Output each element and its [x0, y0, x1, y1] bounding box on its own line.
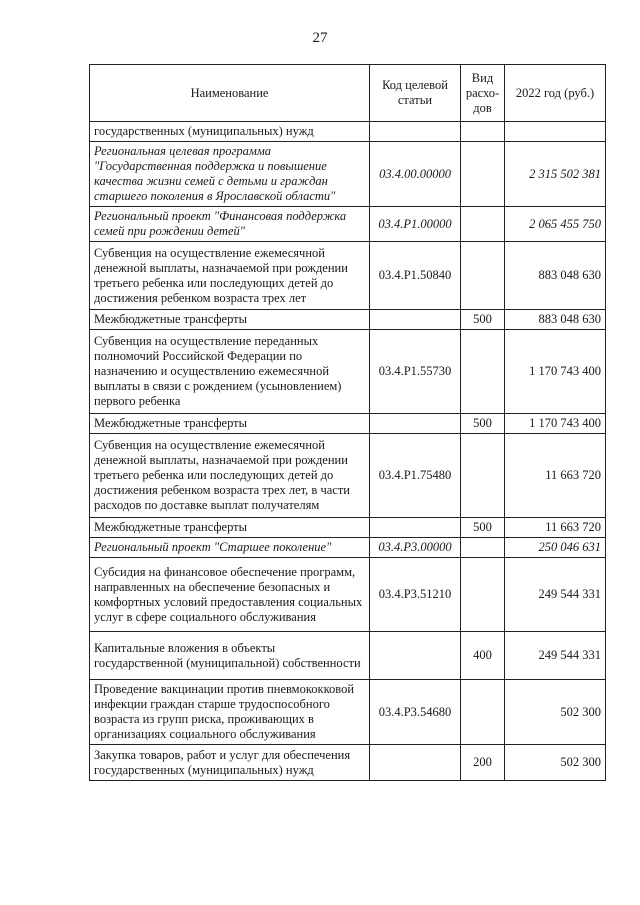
cell-name: Субвенция на осуществление ежемесячной денежной выплаты, назначаемой при рождении третьего ребенка или последующих детей до достижения ребенком возраста трех лет [90, 242, 370, 310]
cell-vid [461, 142, 505, 207]
table-row [90, 330, 606, 414]
cell-name: Региональный проект "Финансовая поддержка семей при рождении детей" [90, 207, 370, 242]
cell-name: Межбюджетные трансферты [90, 518, 370, 538]
cell-name: государственных (муниципальных) нужд [90, 122, 370, 142]
cell-vid [461, 680, 505, 745]
cell-code [370, 310, 461, 330]
header-sum: 2022 год (руб.) [505, 65, 606, 122]
cell-sum: 2 315 502 381 [505, 142, 606, 207]
cell-vid: 400 [461, 632, 505, 680]
cell-vid: 200 [461, 745, 505, 781]
table-body [90, 122, 606, 781]
table-row [90, 414, 606, 434]
header-name: Наименование [90, 65, 370, 122]
cell-vid [461, 122, 505, 142]
table-row [90, 558, 606, 632]
table-header [90, 65, 606, 122]
cell-vid: 500 [461, 414, 505, 434]
cell-vid [461, 330, 505, 414]
cell-code: 03.4.P3.54680 [370, 680, 461, 745]
cell-sum: 11 663 720 [505, 518, 606, 538]
cell-code [370, 518, 461, 538]
cell-sum: 11 663 720 [505, 434, 606, 518]
cell-name: Региональная целевая программа "Государственная поддержка и повышение качества жизни семей с детьми и граждан старшего поколения в Ярославской области" [90, 142, 370, 207]
cell-vid [461, 207, 505, 242]
header-code: Код целевой статьи [370, 65, 461, 122]
cell-code [370, 632, 461, 680]
cell-code: 03.4.P1.00000 [370, 207, 461, 242]
cell-code: 03.4.P3.00000 [370, 538, 461, 558]
cell-sum: 249 544 331 [505, 632, 606, 680]
cell-code [370, 745, 461, 781]
cell-vid [461, 434, 505, 518]
cell-code: 03.4.00.00000 [370, 142, 461, 207]
cell-name: Субвенция на осуществление ежемесячной денежной выплаты, назначаемой при рождении третьего ребенка или последующих детей до достижения ребенком возраста трех лет, в части расходов по доставке выплат получателям [90, 434, 370, 518]
table-row [90, 142, 606, 207]
cell-sum: 883 048 630 [505, 242, 606, 310]
table-row [90, 434, 606, 518]
table-row [90, 310, 606, 330]
cell-code: 03.4.P3.51210 [370, 558, 461, 632]
cell-vid [461, 242, 505, 310]
cell-code: 03.4.P1.55730 [370, 330, 461, 414]
cell-sum: 883 048 630 [505, 310, 606, 330]
table-row [90, 632, 606, 680]
cell-vid [461, 538, 505, 558]
cell-vid [461, 558, 505, 632]
cell-name: Региональный проект "Старшее поколение" [90, 538, 370, 558]
cell-name: Субвенция на осуществление переданных полномочий Российской Федерации по назначению и осуществлению ежемесячной выплаты в связи с рождением (усыновлением) первого ребенка [90, 330, 370, 414]
cell-sum: 249 544 331 [505, 558, 606, 632]
cell-name: Закупка товаров, работ и услуг для обеспечения государственных (муниципальных) нужд [90, 745, 370, 781]
cell-name: Межбюджетные трансферты [90, 310, 370, 330]
table-row [90, 122, 606, 142]
cell-code [370, 414, 461, 434]
header-vid: Вид расхо-дов [461, 65, 505, 122]
cell-code [370, 122, 461, 142]
page-number: 27 [312, 30, 328, 46]
cell-vid: 500 [461, 310, 505, 330]
cell-sum: 2 065 455 750 [505, 207, 606, 242]
cell-name: Капитальные вложения в объекты государственной (муниципальной) собственности [90, 632, 370, 680]
cell-sum: 502 300 [505, 745, 606, 781]
budget-table [89, 64, 606, 781]
table-row [90, 538, 606, 558]
cell-vid: 500 [461, 518, 505, 538]
cell-name: Проведение вакцинации против пневмококковой инфекции граждан старше трудоспособного возраста из групп риска, проживающих в организациях социального обслуживания [90, 680, 370, 745]
cell-sum: 1 170 743 400 [505, 330, 606, 414]
table-row [90, 242, 606, 310]
cell-code: 03.4.P1.50840 [370, 242, 461, 310]
cell-name: Межбюджетные трансферты [90, 414, 370, 434]
cell-code: 03.4.P1.75480 [370, 434, 461, 518]
table-row [90, 518, 606, 538]
cell-sum: 502 300 [505, 680, 606, 745]
cell-name: Субсидия на финансовое обеспечение программ, направленных на обеспечение безопасных и комфортных условий предоставления социальных услуг в сфере социального обслуживания [90, 558, 370, 632]
cell-sum [505, 122, 606, 142]
table-row [90, 745, 606, 781]
cell-sum: 250 046 631 [505, 538, 606, 558]
table-row [90, 680, 606, 745]
cell-sum: 1 170 743 400 [505, 414, 606, 434]
table-row [90, 207, 606, 242]
